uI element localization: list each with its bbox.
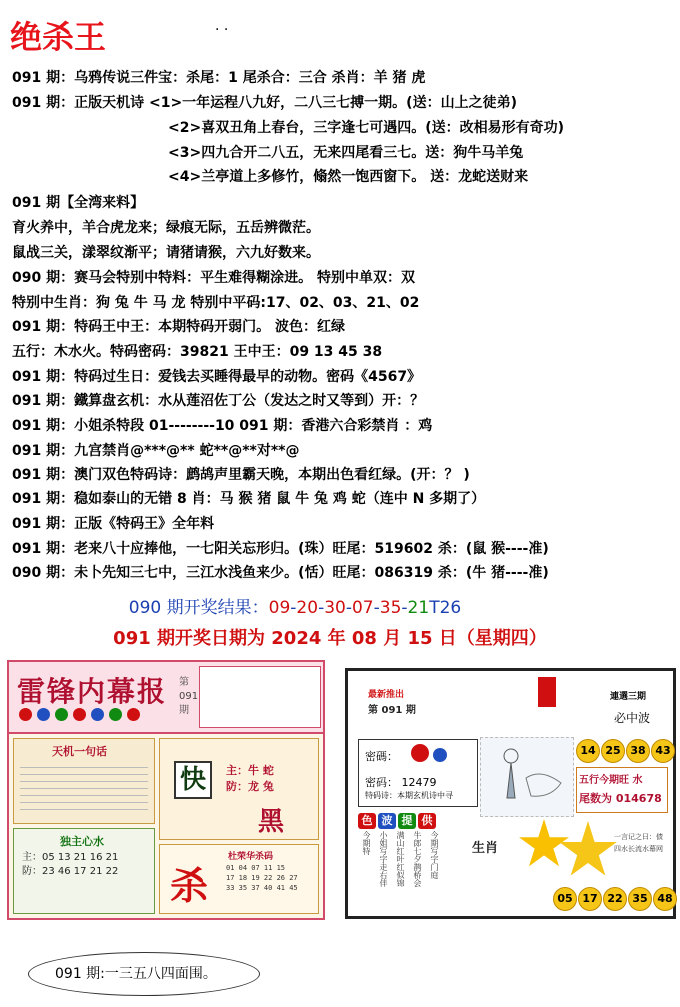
number-ball: 25 — [601, 739, 625, 763]
shama-title: 杜荣华杀码 — [228, 852, 274, 862]
red-glyph-icon — [538, 677, 556, 707]
vertical-text: 满山红叶红似锦 — [396, 831, 405, 887]
result-number: 07 — [351, 598, 374, 618]
newspaper-balls — [19, 708, 140, 721]
text-line: <4>兰亭道上多修竹，翛然一饱西窗下。 送：龙蛇送财来 — [168, 169, 529, 185]
text-line: <3>四九合开二八五，无来四尾看三七。送：狗牛马羊兔 — [168, 145, 524, 161]
result-number: 35 — [379, 598, 402, 618]
vertical-text: 今期特 — [362, 831, 371, 855]
number-balls — [576, 739, 675, 763]
text-line: 091 期：特码过生日：爱钱去买睡得最早的动物。密码《4567》 — [12, 369, 422, 385]
tianji-box — [13, 738, 155, 824]
wuxing-box — [576, 767, 668, 813]
vertical-text: 小姐写字走右伴 — [379, 831, 388, 887]
blue-ball-icon — [433, 748, 447, 762]
mi-label: 密碼： — [365, 750, 398, 763]
number-balls-bottom — [553, 887, 677, 911]
text-line: 091 期：稳如泰山的无错 8 肖：马 猴 猪 鼠 牛 兔 鸡 蛇（连中 N 多期了） — [12, 491, 486, 507]
ball-icon — [19, 708, 32, 721]
panel-issue: 第 091 期 — [368, 705, 416, 716]
number-ball: 05 — [553, 887, 577, 911]
text-line: 091 期：乌鸦传说三件宝：杀尾：1 尾杀合：三合 杀肖：羊 猪 虎 — [12, 70, 426, 86]
prediction-panel — [345, 668, 676, 919]
draw-result: 090 期开奖结果：09-20-30-07-35-21T26 — [128, 598, 462, 618]
decorative-dots: · · — [215, 22, 229, 38]
newspaper-title: 雷锋内幕报 — [17, 675, 168, 708]
poem-note: 一言记之曰：债 四水长流水幕网 — [614, 833, 663, 853]
text-line: 五行：木水火。特码密码：39821 王中王：09 13 45 38 — [12, 344, 383, 360]
text-line: 091 期【全湾来料】 — [12, 195, 145, 211]
tianji-title: 天机一句话 — [52, 745, 107, 758]
result-number: 30 — [324, 598, 346, 618]
tail-line: 尾数为 014678 — [579, 792, 662, 805]
number-ball: 35 — [628, 887, 652, 911]
shengxiao-label: 生肖 — [472, 841, 499, 856]
panel-head: 最新推出 — [368, 690, 405, 700]
code-box — [358, 739, 478, 807]
vertical-text-columns — [362, 831, 439, 887]
result-suffix: T26 — [429, 598, 462, 618]
fang-line: 防：龙 兔 — [226, 780, 274, 793]
result-prefix: 090 期开奖结果： — [128, 598, 269, 618]
ball-icon — [55, 708, 68, 721]
text-line: 091 期：特码王中王：本期特码开弱门。 波色：红绿 — [12, 319, 345, 335]
ball-icon — [73, 708, 86, 721]
xinshui-title: 独主心水 — [60, 835, 104, 848]
draw-date: 091 期开奖日期为 2024 年 08 月 15 日（星期四） — [113, 628, 547, 649]
star-icon — [518, 819, 570, 871]
sebo-char: 提 — [398, 813, 416, 829]
number-ball: 14 — [576, 739, 600, 763]
lian-label: 連選三期 — [610, 692, 647, 702]
figure-illustration — [480, 737, 574, 817]
newspaper-redbox — [199, 666, 321, 728]
red-ball-icon — [411, 744, 429, 762]
text-line: 091 期：正版天机诗 <1>一年运程八九好，二八三七搏一期。(送：山上之徒弟) — [12, 95, 517, 111]
xinshui-box — [13, 828, 155, 914]
text-line: 特别中生肖：狗 兔 牛 马 龙 特别中平码:17、02、03、21、02 — [12, 295, 420, 311]
number-ball: 43 — [651, 739, 675, 763]
newspaper-image — [7, 660, 325, 920]
shama-numbers: 01 04 07 11 15 17 18 19 22 26 27 33 35 37 40 41 45 — [226, 864, 298, 892]
result-number: 21 — [407, 598, 430, 618]
code-value: 密码： 12479 — [365, 776, 437, 789]
sebo-char: 波 — [378, 813, 396, 829]
text-line: 091 期：鐵算盘玄机：水从莲沼佐丁公（发达之时又等到）开：？ — [12, 393, 425, 409]
speech-bubble — [28, 952, 260, 996]
text-line: 091 期：小姐杀特段 01--------10 091 期：香港六合彩禁肖 ：鸡 — [12, 418, 433, 434]
ball-icon — [109, 708, 122, 721]
newspaper-issue: 第091期 — [179, 677, 199, 716]
sha-char: 杀 — [170, 863, 209, 908]
hei-char: 黑 — [258, 807, 285, 837]
text-line: 育火养中，羊合虎龙来；绿痕无际，五岳辨微茫。 — [12, 220, 320, 236]
sebo-char: 色 — [358, 813, 376, 829]
text-line: 091 期：正版《特码王》全年料 — [12, 516, 215, 532]
number-ball: 22 — [603, 887, 627, 911]
code-note: 特码诗：本期玄机诗中寻 — [365, 791, 453, 800]
text-line: 090 期：未卜先知三七中，三江水浅鱼来少。(恬）旺尾：086319 杀：(牛 猪----准) — [12, 565, 549, 581]
ball-icon — [91, 708, 104, 721]
sebo-labels — [358, 813, 436, 829]
xinshui-zhu: 主：05 13 21 16 21 — [22, 852, 119, 863]
sebo-char: 供 — [418, 813, 436, 829]
kuai-char: 快 — [174, 761, 212, 799]
text-line: 091 期：九宫禁肖@***@** 蛇**@**对**@ — [12, 443, 300, 459]
xinshui-fang: 防：23 46 17 21 22 — [22, 866, 119, 877]
number-ball: 48 — [653, 887, 677, 911]
number-ball: 17 — [578, 887, 602, 911]
text-line: 090 期：赛马会特别中特料：平生难得糊涂进。 特别中单双：双 — [12, 270, 415, 286]
text-line: 091 期：澳门双色特码诗：鹧鸪声里霸天晚，本期出色看红绿。(开：？ ) — [12, 467, 470, 483]
wuxing-line: 五行今期旺 水 — [579, 775, 643, 786]
result-number: 09 — [268, 598, 291, 618]
shama-box — [159, 844, 319, 914]
text-line: 鼠战三关，漾翠纹渐平；请猪请猴，六九好数来。 — [12, 245, 320, 261]
star-icon — [558, 821, 618, 881]
text-line: 091 期：老来八十应捧他，一七阳关忘形归。(珠）旺尾：519602 杀：(鼠 猴----准) — [12, 541, 549, 557]
tianji-rows — [20, 761, 148, 810]
kuai-box — [159, 738, 319, 840]
zhu-line: 主：牛 蛇 — [226, 764, 274, 777]
ball-icon — [127, 708, 140, 721]
ball-icon — [37, 708, 50, 721]
text-line: <2>喜双丑角上春台，三字逢七可遇四。(送：改相易形有奇功) — [168, 120, 564, 136]
vertical-text: 今期写字门庭 — [430, 831, 439, 879]
vertical-text: 牛郎七夕鹊桥会 — [413, 831, 422, 887]
bubble-text: 091 期:一三五八四面围。 — [55, 966, 217, 982]
result-number: 20 — [296, 598, 319, 618]
bizhong-label: 必中波 — [614, 711, 651, 725]
page-title: 绝杀王 — [10, 18, 107, 56]
number-ball: 38 — [626, 739, 650, 763]
newspaper-header — [9, 662, 323, 734]
figure-icon — [481, 738, 573, 816]
